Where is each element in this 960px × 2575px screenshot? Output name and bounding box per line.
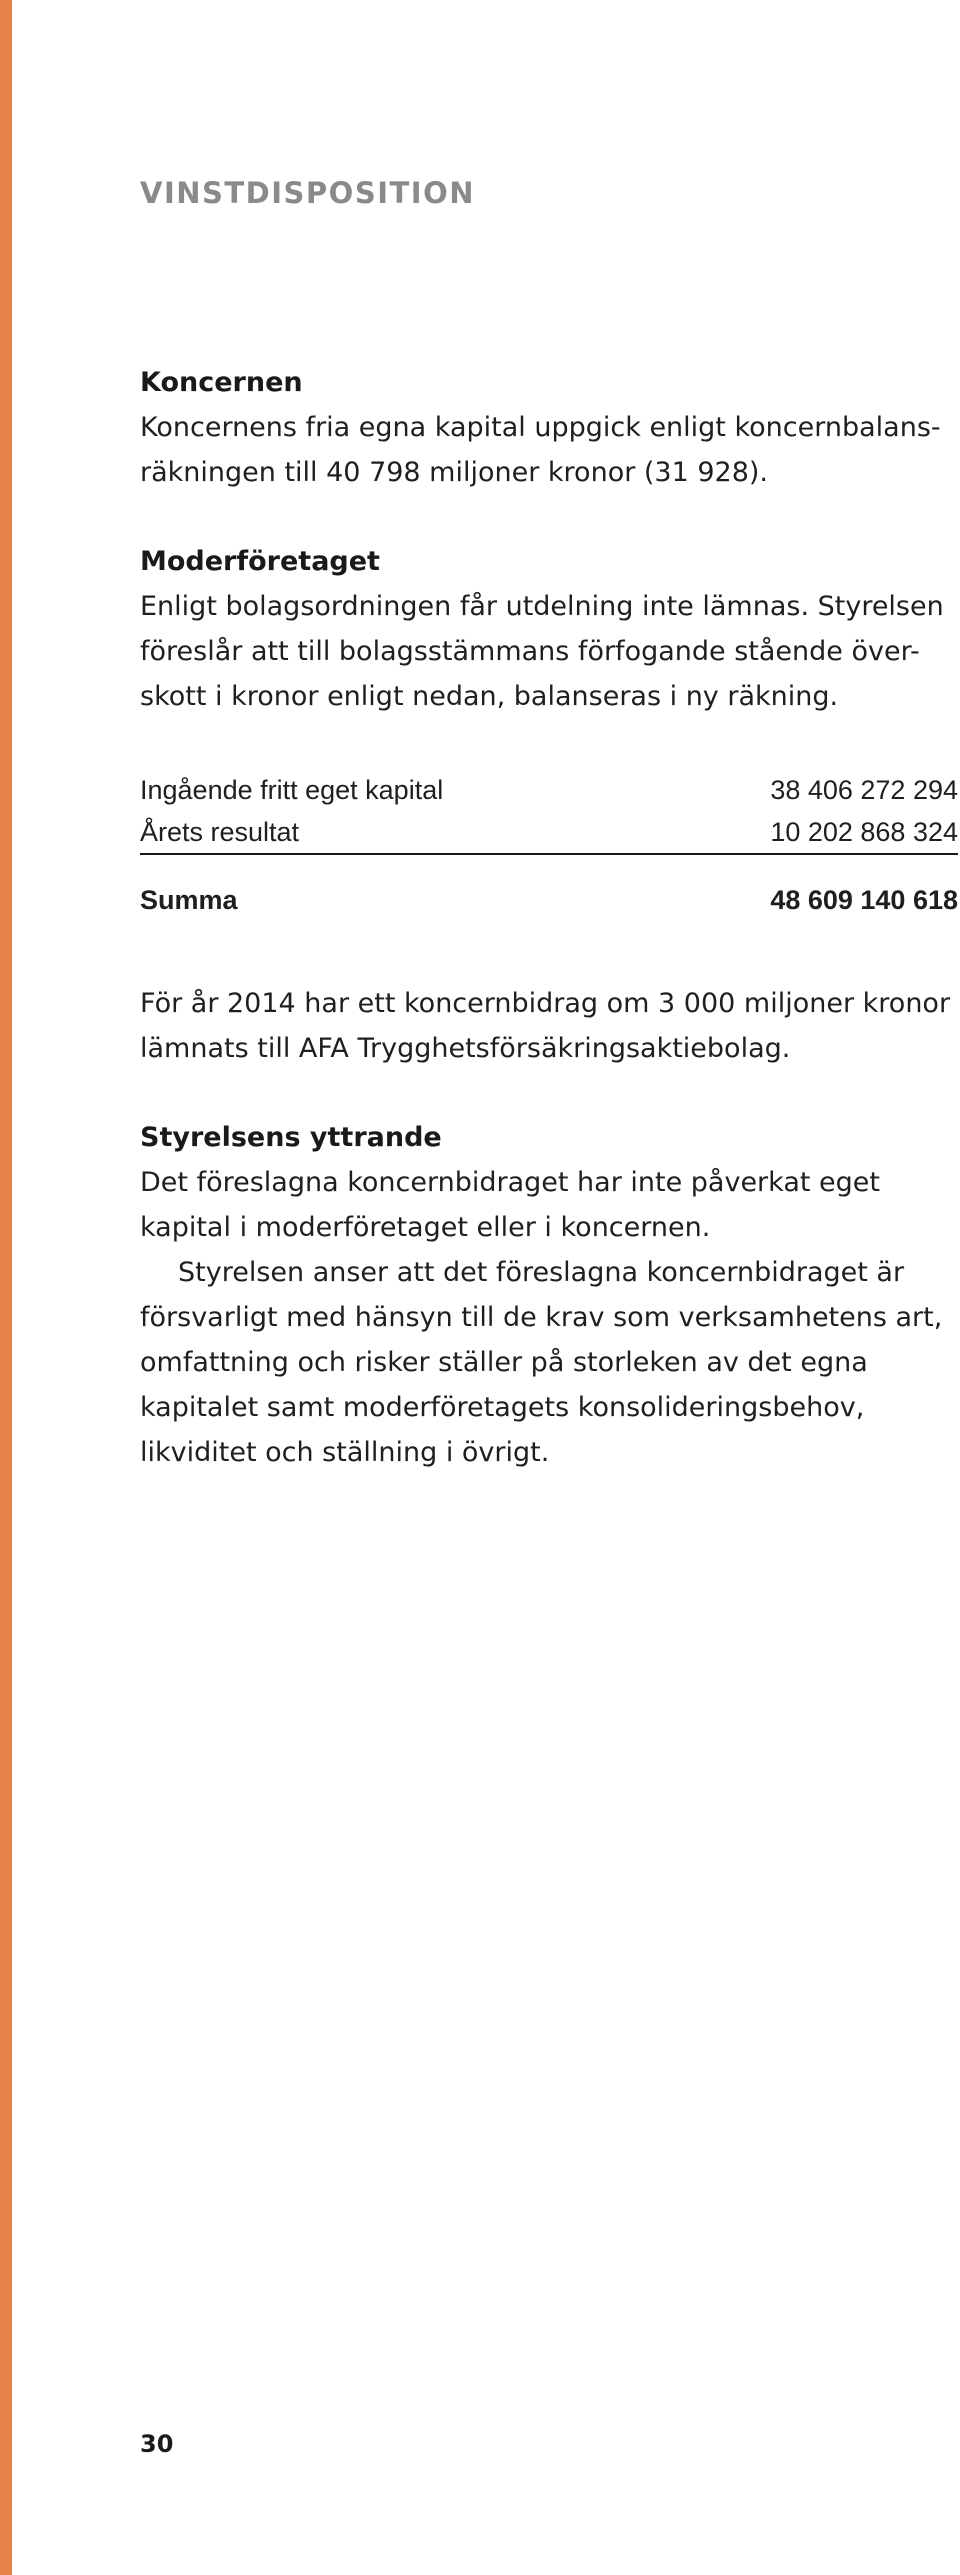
- moderforetaget-line-1: Enligt bolagsordningen får utdelning inte lämnas. Styrelsen: [140, 591, 944, 622]
- section-title-moderforetaget: Moderföretaget: [140, 546, 380, 577]
- table-total-row: [140, 854, 958, 931]
- yttrande-line-7: likviditet och ställning i övrigt.: [140, 1437, 550, 1468]
- table-row: [140, 811, 958, 854]
- row-value: 10 202 868 324: [770, 816, 958, 847]
- koncernen-line-1: Koncernens fria egna kapital uppgick enligt koncernbalans-: [140, 412, 941, 443]
- yttrande-line-6: kapitalet samt moderföretagets konsolideringsbehov,: [140, 1392, 865, 1423]
- yttrande-line-1: Det föreslagna koncernbidraget har inte påverkat eget: [140, 1167, 880, 1198]
- document-body: [140, 360, 958, 1475]
- section-title-koncernen: Koncernen: [140, 367, 303, 398]
- yttrande-line-5: omfattning och risker ställer på storleken av det egna: [140, 1347, 868, 1378]
- page-number: 30: [140, 2430, 174, 2458]
- section-koncernbidrag: [140, 981, 958, 1071]
- total-value: 48 609 140 618: [645, 854, 958, 931]
- orange-side-bar: [0, 0, 12, 2575]
- koncernen-line-2: räkningen till 40 798 miljoner kronor (31 928).: [140, 457, 769, 488]
- row-value: 38 406 272 294: [770, 774, 958, 805]
- spacer: [140, 931, 958, 981]
- koncernbidrag-line-2: lämnats till AFA Trygghetsförsäkringsaktiebolag.: [140, 1033, 791, 1064]
- spacer: [140, 719, 958, 769]
- moderforetaget-line-3: skott i kronor enligt nedan, balanseras i ny räkning.: [140, 681, 839, 712]
- yttrande-line-2: kapital i moderföretaget eller i koncernen.: [140, 1212, 711, 1243]
- spacer: [140, 495, 958, 539]
- koncernbidrag-line-1: För år 2014 har ett koncernbidrag om 3 000 miljoner kronor: [140, 988, 951, 1019]
- spacer: [140, 1071, 958, 1115]
- section-title-yttrande: Styrelsens yttrande: [140, 1122, 442, 1153]
- section-yttrande: [140, 1115, 958, 1475]
- total-label: Summa: [140, 854, 645, 931]
- moderforetaget-line-2: föreslår att till bolagsstämmans förfogande stående över-: [140, 636, 920, 667]
- row-label: Ingående fritt eget kapital: [140, 774, 444, 805]
- disposition-table: [140, 769, 958, 931]
- table-row: [140, 769, 958, 811]
- page-heading: VINSTDISPOSITION: [140, 176, 475, 210]
- row-label: Årets resultat: [140, 816, 300, 847]
- section-moderforetaget: [140, 539, 958, 719]
- yttrande-line-3: Styrelsen anser att det föreslagna koncernbidraget är: [178, 1257, 905, 1288]
- section-koncernen: [140, 360, 958, 495]
- yttrande-line-4: försvarligt med hänsyn till de krav som verksamhetens art,: [140, 1302, 943, 1333]
